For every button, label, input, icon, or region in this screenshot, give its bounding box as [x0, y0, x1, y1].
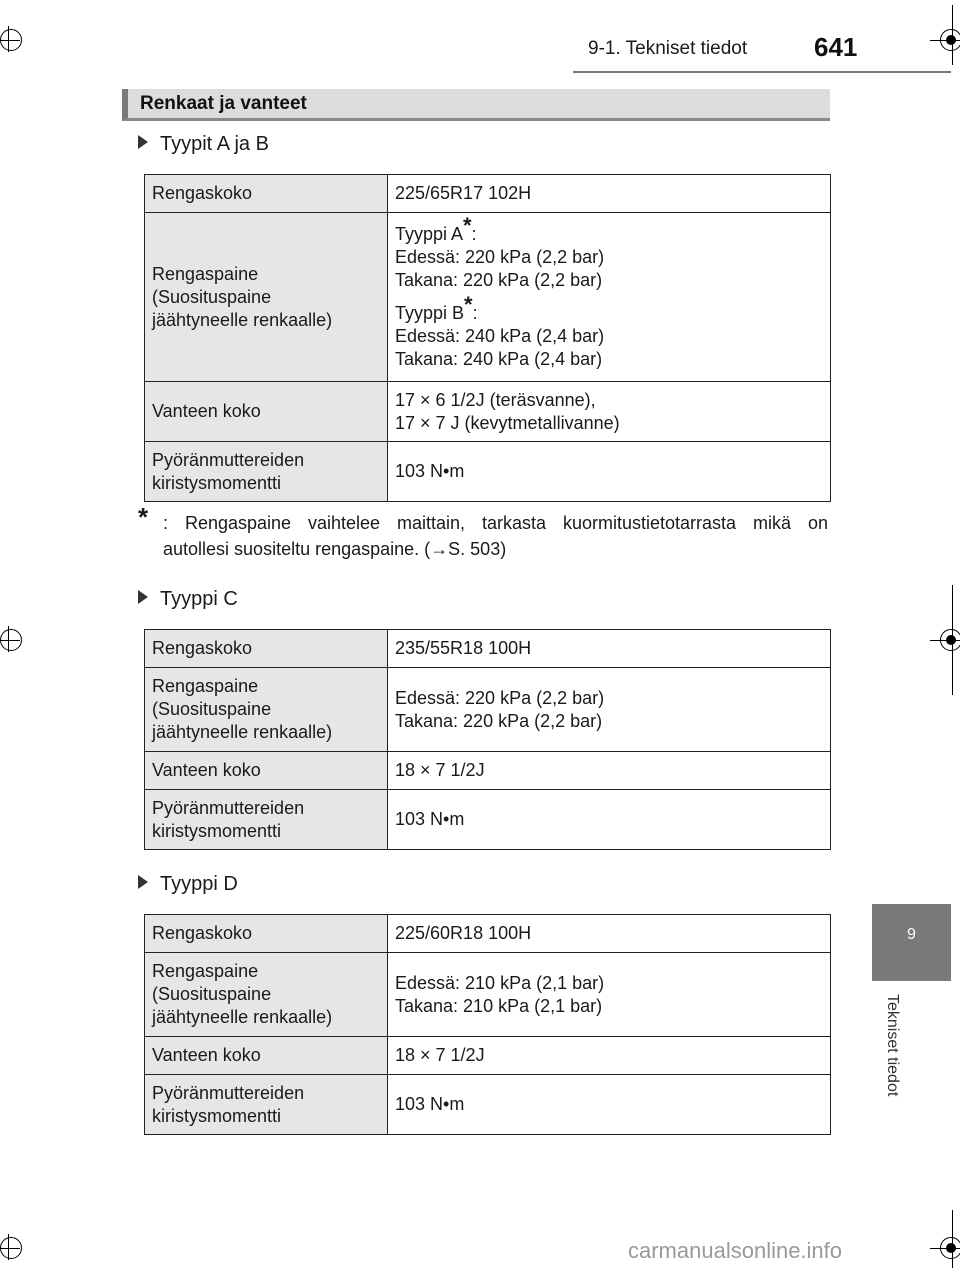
- row-value: 235/55R18 100H: [395, 638, 532, 658]
- row-value-cell: [388, 382, 831, 442]
- triangle-bullet-icon: [138, 590, 148, 604]
- row-value: Takana: 210 kPa (2,1 bar): [395, 995, 603, 1016]
- row-label: kiristysmomentti: [152, 820, 282, 841]
- chapter-tab[interactable]: [872, 904, 951, 981]
- row-label: jäähtyneelle renkaalle): [152, 1007, 333, 1027]
- triangle-bullet-icon: [138, 875, 148, 889]
- watermark: carmanualsonline.info: [628, 1238, 843, 1263]
- table-row: [145, 1075, 831, 1135]
- table-row: [145, 668, 831, 752]
- spacer: [395, 292, 823, 302]
- row-label-cell: [145, 213, 388, 382]
- header-rule: [573, 71, 951, 73]
- colon: :: [471, 224, 477, 244]
- type-b-title-text: Tyyppi B: [395, 303, 465, 323]
- table-row: [145, 382, 831, 442]
- table-row: [145, 175, 831, 213]
- row-value: Edessä: 240 kPa (2,4 bar): [395, 326, 605, 346]
- type-a-title-text: Tyyppi A: [395, 224, 464, 244]
- row-label: Vanteen koko: [152, 760, 261, 780]
- row-label: jäähtyneelle renkaalle): [152, 309, 333, 330]
- type-b-title: [395, 292, 823, 325]
- row-label-cell: [145, 668, 388, 752]
- footnote: [138, 502, 828, 562]
- row-value-cell: [388, 1075, 831, 1135]
- spec-table-type-d: [144, 914, 831, 1135]
- chapter-number: 9: [907, 926, 916, 943]
- row-label: Rengaspaine: [152, 961, 259, 981]
- row-value: 103 N•m: [395, 1094, 465, 1114]
- row-value: Edessä: 220 kPa (2,2 bar): [395, 687, 605, 708]
- row-label: Pyöränmuttereiden: [152, 1082, 305, 1103]
- row-label-cell: [145, 382, 388, 442]
- row-label: Rengaskoko: [152, 638, 253, 658]
- row-label-cell: [145, 630, 388, 668]
- row-value-cell: [388, 668, 831, 752]
- row-label-cell: [145, 175, 388, 213]
- row-label-cell: [145, 1075, 388, 1135]
- row-value: 225/60R18 100H: [395, 923, 532, 943]
- row-label: kiristysmomentti: [152, 472, 282, 493]
- row-value: Takana: 220 kPa (2,2 bar): [395, 710, 603, 731]
- footnote-text: : Rengaspaine vaihtelee maittain, tarkasta kuormitustietotarrasta mikä on: [163, 513, 828, 533]
- subheading-type-c: [138, 588, 238, 611]
- row-value: 18 × 7 1/2J: [395, 760, 485, 780]
- row-label: Rengaspaine: [152, 676, 259, 696]
- table-row: [145, 752, 831, 790]
- type-a-title: [395, 213, 823, 246]
- row-value: Takana: 240 kPa (2,4 bar): [395, 349, 603, 369]
- row-value-cell: [388, 213, 831, 382]
- row-label: Vanteen koko: [152, 1045, 261, 1065]
- row-label: (Suosituspaine: [152, 286, 272, 307]
- row-label: kiristysmomentti: [152, 1105, 282, 1126]
- row-value: 225/65R17 102H: [395, 183, 532, 203]
- row-label-cell: [145, 442, 388, 502]
- section-title: Renkaat ja vanteet: [140, 93, 307, 114]
- row-value-cell: [388, 915, 831, 953]
- row-label: Pyöränmuttereiden: [152, 797, 305, 818]
- section-title-bar: [122, 89, 830, 121]
- row-value: Takana: 220 kPa (2,2 bar): [395, 270, 603, 290]
- row-label-cell: [145, 1037, 388, 1075]
- subheading-types-a-b: [138, 133, 269, 156]
- chapter-label: Tekniset tiedot: [884, 994, 901, 1097]
- row-label: jäähtyneelle renkaalle): [152, 722, 333, 742]
- row-value: 103 N•m: [395, 461, 465, 481]
- row-label: Rengaskoko: [152, 923, 253, 943]
- table-row: [145, 213, 831, 382]
- row-label-cell: [145, 915, 388, 953]
- page-number: 641: [814, 32, 858, 62]
- spec-table-type-c: [144, 629, 831, 850]
- row-label: Rengaspaine: [152, 263, 259, 284]
- table-row: [145, 442, 831, 502]
- row-label: (Suosituspaine: [152, 699, 272, 719]
- footnote-star: *: [138, 502, 149, 532]
- row-label-cell: [145, 790, 388, 850]
- row-value: Edessä: 210 kPa (2,1 bar): [395, 972, 605, 993]
- footnote-star: *: [463, 213, 472, 238]
- subheading-text: Tyyppi C: [160, 588, 238, 610]
- row-value: 17 × 6 1/2J (teräsvanne),: [395, 389, 596, 410]
- row-value: 17 × 7 J (kevytmetallivanne): [395, 412, 620, 433]
- row-label: (Suosituspaine: [152, 984, 272, 1004]
- table-row: [145, 953, 831, 1037]
- running-header-section: 9-1. Tekniset tiedot: [588, 38, 748, 59]
- subheading-type-d: [138, 873, 238, 896]
- triangle-bullet-icon: [138, 135, 148, 149]
- row-value-cell: [388, 630, 831, 668]
- row-label-cell: [145, 953, 388, 1037]
- row-value-cell: [388, 175, 831, 213]
- table-row: [145, 1037, 831, 1075]
- footnote-text: autollesi suositeltu rengaspaine. (→S. 503): [163, 539, 507, 559]
- table-row: [145, 630, 831, 668]
- row-value-cell: [388, 1037, 831, 1075]
- row-label: Rengaskoko: [152, 183, 253, 203]
- table-row: [145, 790, 831, 850]
- row-value: 18 × 7 1/2J: [395, 1045, 485, 1065]
- row-label: Vanteen koko: [152, 401, 261, 421]
- row-label: Pyöränmuttereiden: [152, 449, 305, 470]
- subheading-text: Tyyppi D: [160, 873, 238, 895]
- subheading-text: Tyypit A ja B: [160, 133, 269, 155]
- spec-table-types-a-b: [144, 174, 831, 502]
- table-row: [145, 915, 831, 953]
- row-value: Edessä: 220 kPa (2,2 bar): [395, 247, 605, 267]
- row-value-cell: [388, 442, 831, 502]
- colon: :: [472, 303, 478, 323]
- row-value-cell: [388, 752, 831, 790]
- row-value-cell: [388, 790, 831, 850]
- footnote-star: *: [464, 292, 473, 317]
- row-label-cell: [145, 752, 388, 790]
- row-value: 103 N•m: [395, 809, 465, 829]
- row-value-cell: [388, 953, 831, 1037]
